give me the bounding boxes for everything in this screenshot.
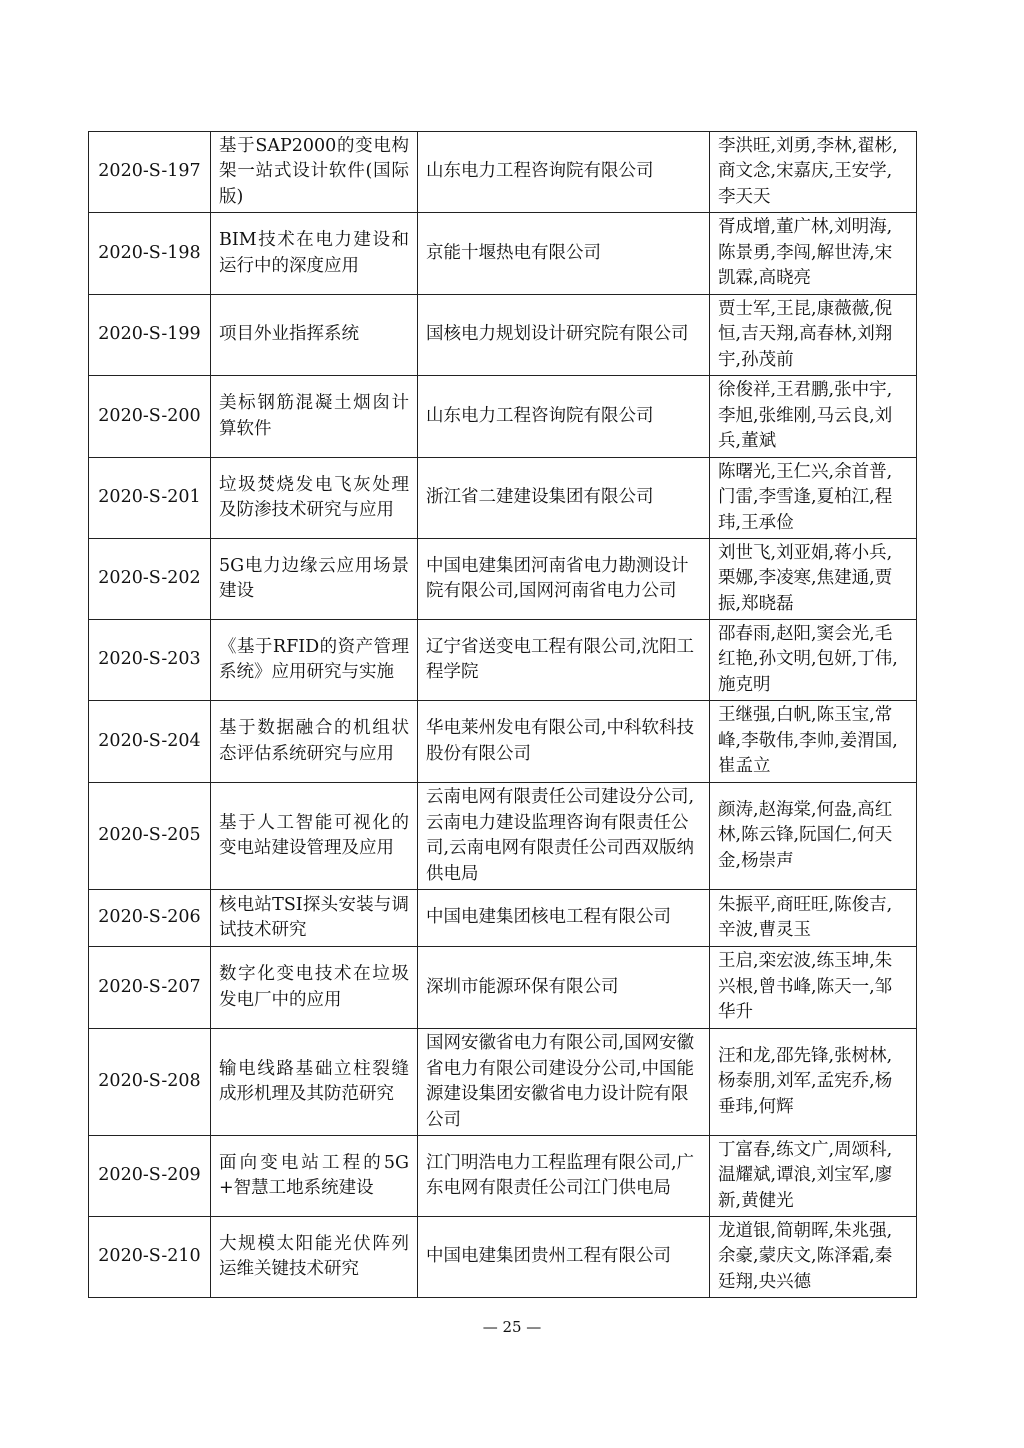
organization-cell: 华电莱州发电有限公司,中科软科技股份有限公司 bbox=[418, 701, 710, 783]
project-code-cell: 2020-S-209 bbox=[89, 1136, 211, 1217]
table-row bbox=[89, 213, 917, 295]
project-title-cell: 数字化变电技术在垃圾发电厂中的应用 bbox=[211, 947, 418, 1029]
project-title-cell: 输电线路基础立柱裂缝成形机理及其防范研究 bbox=[211, 1029, 418, 1136]
project-code-cell: 2020-S-207 bbox=[89, 947, 211, 1029]
contributors-cell: 汪和龙,邵先锋,张树林,杨泰朋,刘军,孟宪乔,杨垂玮,何辉 bbox=[710, 1029, 917, 1136]
project-code-cell: 2020-S-200 bbox=[89, 376, 211, 458]
project-title-cell: 基于SAP2000的变电构架一站式设计软件(国际版) bbox=[211, 132, 418, 213]
contributors-cell: 朱振平,商旺旺,陈俊吉,辛波,曹灵玉 bbox=[710, 890, 917, 947]
project-title-cell: 面向变电站工程的5G+智慧工地系统建设 bbox=[211, 1136, 418, 1217]
table-row bbox=[89, 539, 917, 620]
award-table bbox=[88, 131, 917, 1298]
organization-cell: 中国电建集团核电工程有限公司 bbox=[418, 890, 710, 947]
table-row bbox=[89, 890, 917, 947]
contributors-cell: 王启,栾宏波,练玉坤,朱兴根,曾书峰,陈天一,邹华升 bbox=[710, 947, 917, 1029]
table-row bbox=[89, 1217, 917, 1298]
contributors-cell: 李洪旺,刘勇,李林,翟彬,商文念,宋嘉庆,王安学,李天天 bbox=[710, 132, 917, 213]
organization-cell: 辽宁省送变电工程有限公司,沈阳工程学院 bbox=[418, 620, 710, 701]
project-title-cell: 垃圾焚烧发电飞灰处理及防渗技术研究与应用 bbox=[211, 458, 418, 539]
project-title-cell: 项目外业指挥系统 bbox=[211, 295, 418, 376]
project-title-cell: BIM技术在电力建设和运行中的深度应用 bbox=[211, 213, 418, 295]
page-number: — 25 — bbox=[482, 1318, 542, 1336]
organization-cell: 中国电建集团河南省电力勘测设计院有限公司,国网河南省电力公司 bbox=[418, 539, 710, 620]
organization-cell: 江门明浩电力工程监理有限公司,广东电网有限责任公司江门供电局 bbox=[418, 1136, 710, 1217]
table-row bbox=[89, 376, 917, 458]
project-title-cell: 基于人工智能可视化的变电站建设管理及应用 bbox=[211, 783, 418, 890]
table-row bbox=[89, 620, 917, 701]
table-row bbox=[89, 947, 917, 1029]
project-code-cell: 2020-S-208 bbox=[89, 1029, 211, 1136]
project-code-cell: 2020-S-197 bbox=[89, 132, 211, 213]
award-table-container bbox=[88, 131, 916, 1298]
project-code-cell: 2020-S-199 bbox=[89, 295, 211, 376]
contributors-cell: 贾士军,王昆,康薇薇,倪恒,吉天翔,高春林,刘翔宇,孙茂前 bbox=[710, 295, 917, 376]
project-code-cell: 2020-S-204 bbox=[89, 701, 211, 783]
project-code-cell: 2020-S-203 bbox=[89, 620, 211, 701]
project-title-cell: 基于数据融合的机组状态评估系统研究与应用 bbox=[211, 701, 418, 783]
project-code-cell: 2020-S-210 bbox=[89, 1217, 211, 1298]
contributors-cell: 胥成增,董广林,刘明海,陈景勇,李闯,解世涛,宋凯霖,高晓亮 bbox=[710, 213, 917, 295]
organization-cell: 中国电建集团贵州工程有限公司 bbox=[418, 1217, 710, 1298]
organization-cell: 国核电力规划设计研究院有限公司 bbox=[418, 295, 710, 376]
table-row bbox=[89, 701, 917, 783]
project-code-cell: 2020-S-201 bbox=[89, 458, 211, 539]
project-title-cell: 5G电力边缘云应用场景建设 bbox=[211, 539, 418, 620]
contributors-cell: 龙道银,简朝晖,朱兆强,余豪,蒙庆文,陈泽霜,秦廷翔,央兴德 bbox=[710, 1217, 917, 1298]
project-code-cell: 2020-S-198 bbox=[89, 213, 211, 295]
table-row bbox=[89, 458, 917, 539]
organization-cell: 国网安徽省电力有限公司,国网安徽省电力有限公司建设分公司,中国能源建设集团安徽省电力设计院有限公司 bbox=[418, 1029, 710, 1136]
contributors-cell: 徐俊祥,王君鹏,张中宇,李旭,张维刚,马云良,刘兵,董斌 bbox=[710, 376, 917, 458]
contributors-cell: 刘世飞,刘亚娟,蒋小兵,栗娜,李凌寒,焦建通,贾振,郑晓磊 bbox=[710, 539, 917, 620]
contributors-cell: 陈曙光,王仁兴,余首普,门雷,李雪逢,夏柏江,程玮,王承俭 bbox=[710, 458, 917, 539]
organization-cell: 深圳市能源环保有限公司 bbox=[418, 947, 710, 1029]
organization-cell: 京能十堰热电有限公司 bbox=[418, 213, 710, 295]
organization-cell: 山东电力工程咨询院有限公司 bbox=[418, 376, 710, 458]
table-row bbox=[89, 1136, 917, 1217]
contributors-cell: 邵春雨,赵阳,窦会光,毛红艳,孙文明,包妍,丁伟,施克明 bbox=[710, 620, 917, 701]
contributors-cell: 丁富春,练文广,周颂科,温耀斌,谭浪,刘宝军,廖新,黄健光 bbox=[710, 1136, 917, 1217]
organization-cell: 浙江省二建建设集团有限公司 bbox=[418, 458, 710, 539]
project-title-cell: 大规模太阳能光伏阵列运维关键技术研究 bbox=[211, 1217, 418, 1298]
contributors-cell: 颜涛,赵海棠,何盎,高红林,陈云锋,阮国仁,何天金,杨崇声 bbox=[710, 783, 917, 890]
table-row bbox=[89, 1029, 917, 1136]
project-title-cell: 核电站TSI探头安装与调试技术研究 bbox=[211, 890, 418, 947]
organization-cell: 云南电网有限责任公司建设分公司,云南电力建设监理咨询有限责任公司,云南电网有限责任公司西双版纳供电局 bbox=[418, 783, 710, 890]
project-code-cell: 2020-S-202 bbox=[89, 539, 211, 620]
organization-cell: 山东电力工程咨询院有限公司 bbox=[418, 132, 710, 213]
contributors-cell: 王继强,白帆,陈玉宝,常峰,李敬伟,李帅,姜渭国,崔孟立 bbox=[710, 701, 917, 783]
project-title-cell: 美标钢筋混凝土烟囱计算软件 bbox=[211, 376, 418, 458]
table-row bbox=[89, 295, 917, 376]
project-code-cell: 2020-S-205 bbox=[89, 783, 211, 890]
table-row bbox=[89, 783, 917, 890]
table-row bbox=[89, 132, 917, 213]
project-code-cell: 2020-S-206 bbox=[89, 890, 211, 947]
project-title-cell: 《基于RFID的资产管理系统》应用研究与实施 bbox=[211, 620, 418, 701]
award-table-body bbox=[89, 132, 917, 1298]
